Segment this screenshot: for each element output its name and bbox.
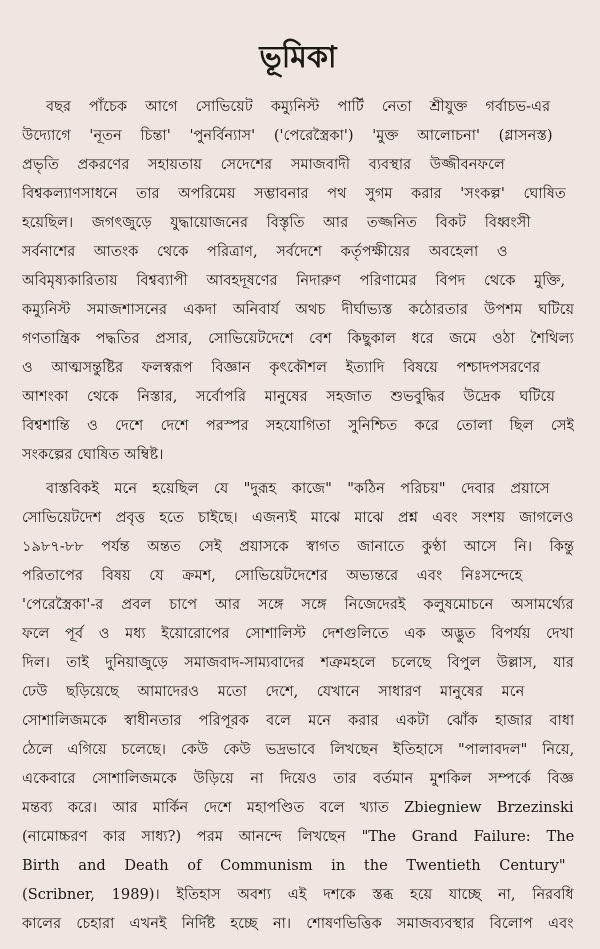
text-line: সর্বনাশের আতংক থেকে পরিত্রাণ, সর্বদেশে কর্তৃপক্ষীয়ের অবহেলা ও	[22, 243, 508, 260]
text-line: ঢেউ ছড়িয়েছে আমাদেরও মতো দেশে, যেখানে সাধারণ মানুষের মনে	[22, 683, 525, 700]
text-line: বিশ্বকল্যাণসাধনে তার অপরিমেয় সম্ভাবনার পথ সুগম করার 'সংকল্প' ঘোষিত	[22, 185, 566, 202]
body-text	[22, 92, 574, 938]
paragraph	[22, 92, 574, 469]
text-line: সোশালিজমকে স্বাধীনতার পরিপূরক বলে মনে করার একটা ঝোঁক হাজার বাধা	[22, 712, 574, 729]
text-line: সোভিয়েটদেশ প্রবৃত্ত হতে চাইছে। এজন্যই মাঝে মাঝে প্রশ্ন এবং সংশয় জাগলেও	[22, 509, 574, 526]
text-line: 'পেরেস্ত্রৈকা'-র প্রবল চাপে আর সঙ্গে সঙ্গে নিজেদেরই কলুষমোচনে অসামর্থ্যের	[22, 596, 574, 613]
text-line: Birth and Death of Communism in the Twentieth Century"	[22, 857, 566, 874]
text-line: উদ্যোগে 'নূতন চিন্তা' 'পুনর্বিন্যাস' ('পেরেস্ত্রৈকা') 'মুক্ত আলোচনা' (গ্লাসনস্ত)	[22, 127, 553, 144]
text-line: মন্তব্য করে। আর মার্কিন দেশে মহাপণ্ডিত বলে খ্যাত Zbiegniew Brzezinski	[22, 799, 574, 816]
text-line: ফলে পূর্ব ও মধ্য ইয়োরোপের সোশালিস্ট দেশগুলিতে এক অদ্ভুত বিপর্যয় দেখা	[22, 625, 574, 642]
text-line: আশংকা থেকে নিস্তার, সর্বোপরি মানুষের সহজাত শুভবুদ্ধির উদ্রেক ঘটিয়ে	[22, 388, 555, 405]
text-line: কম্যুনিস্ট সমাজশাসনের একদা অনিবার্য অথচ দীর্ঘাভ্যস্ত কঠোরতার উপশম ঘটিয়ে	[22, 301, 574, 318]
text-line: ও আত্মসন্তুষ্টির ফলস্বরূপ বিজ্ঞান কৃৎকৌশল ইত্যাদি বিষয়ে পশ্চাদপসরণের	[22, 359, 541, 376]
text-line: (Scribner, 1989)। ইতিহাস অবশ্য এই দশকে স্তব্ধ হয়ে যাচ্ছে না, নিরবধি	[22, 886, 574, 903]
text-line: কালের চেহারা এখনই নির্দিষ্ট হচ্ছে না। শোষণভিত্তিক সমাজব্যবস্থার বিলোপ এবং	[22, 915, 574, 932]
text-line: একেবারে সোশালিজমকে উড়িয়ে না দিয়েও তার বর্তমান মুশকিল সম্পর্কে বিজ্ঞ	[22, 770, 574, 787]
text-line: পরিতাপের বিষয় যে ক্রমশ, সোভিয়েটদেশের অভ্যন্তরে এবং নিঃসন্দেহে	[22, 567, 523, 584]
text-line: হয়েছিল। জগৎজুড়ে যুদ্ধায়োজনের বিস্তৃতি আর তজ্জনিত বিকট বিধ্বংসী	[22, 214, 531, 231]
text-line: বাস্তবিকই মনে হয়েছিল যে "দুরূহ কাজে" "কঠিন পরিচয়" দেবার প্রয়াসে	[46, 480, 550, 497]
text-line: ১৯৮৭-৮৮ পর্যন্ত অন্তত সেই প্রয়াসকে স্বাগত জানাতে কুণ্ঠা আসে নি। কিন্তু	[22, 538, 574, 555]
text-line: প্রভৃতি প্রকরণের সহায়তায় সেদেশের সমাজবাদী ব্যবস্থার উজ্জীবনফলে	[22, 156, 505, 173]
text-line: অবিমৃষ্যকারিতায় বিশ্বব্যাপী আবহদূষণের নিদারুণ পরিণামের বিপদ থেকে মুক্তি,	[22, 272, 566, 289]
text-line: বছর পাঁচেক আগে সোভিয়েট কম্যুনিস্ট পার্টি নেতা শ্রীযুক্ত গর্বাচভ-এর	[46, 98, 551, 115]
text-line: (নামোচ্চরণ কার সাধ্য?) পরম আনন্দে লিখছেন "The Grand Failure: The	[22, 828, 574, 845]
text-line: গণতান্ত্রিক পদ্ধতির প্রসার, সোভিয়েটদেশে বেশ কিছুকাল ধরে জমে ওঠা শৈথিল্য	[22, 330, 574, 347]
text-line: ঠেলে এগিয়ে চলেছে। কেউ কেউ ভদ্রভাবে লিখছেন ইতিহাসে "পালাবদল" নিয়ে,	[22, 741, 574, 758]
text-line: দিল। তাই দুনিয়াজুড়ে সমাজবাদ-সাম্যবাদের শত্রুমহলে চলেছে বিপুল উল্লাস, যার	[22, 654, 574, 671]
paragraph	[22, 474, 574, 938]
page-title: ভূমিকা	[259, 40, 337, 75]
text-line: সংকল্পের ঘোষিত অম্বিষ্ট।	[22, 446, 164, 463]
text-line: বিশ্বশান্তি ও দেশে দেশে পরস্পর সহযোগিতা সুনিশ্চিত করে তোলা ছিল সেই	[22, 417, 574, 434]
